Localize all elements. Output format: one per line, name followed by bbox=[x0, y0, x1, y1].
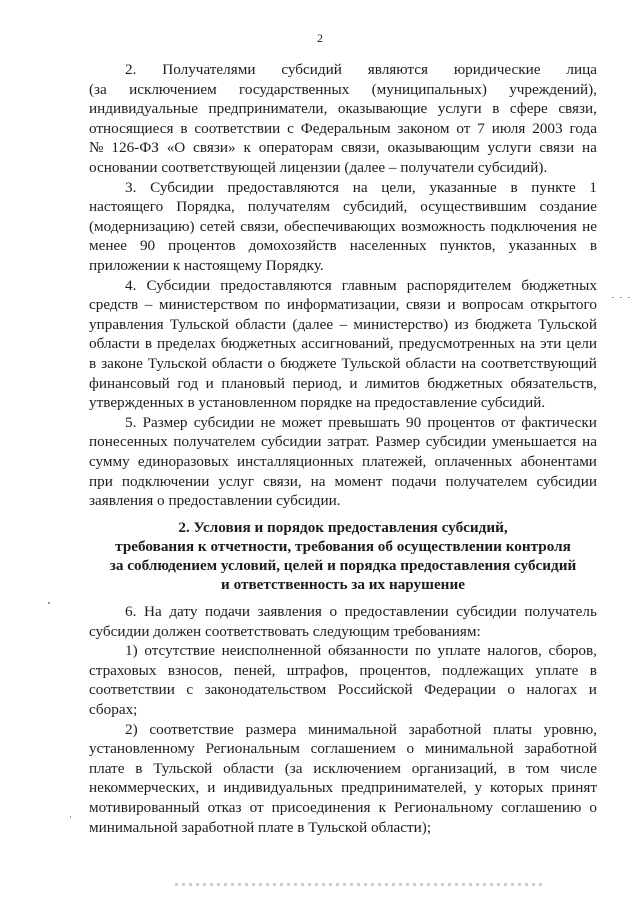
text-line: 6. На дату подачи заявления о предоставлении субсидии получатель bbox=[125, 603, 597, 620]
text-line: средств – министерством по информатизации, связи и вопросам открытого bbox=[89, 296, 597, 314]
text-line: субсидии должен соответствовать следующим требованиям: bbox=[89, 622, 481, 640]
text-line: 5. Размер субсидии не может превышать 90 процентов от фактически bbox=[125, 413, 597, 431]
heading-line: 2. Условия и порядок предоставления субсидий, bbox=[178, 519, 508, 536]
text-line: управления Тульской области (далее – министерство) из бюджета Тульской bbox=[89, 315, 597, 333]
text-line: 1) отсутствие неисполненной обязанности по уплате налогов, сборов, bbox=[125, 642, 597, 660]
heading-line: требования к отчетности, требования об осуществлении контроля bbox=[115, 538, 571, 555]
text-line: индивидуальные предприниматели, оказывающие услуги в сфере связи, bbox=[89, 100, 597, 118]
scan-speck bbox=[612, 297, 614, 298]
text-line: соответствии с законодательством Российской Федерации о налогах и bbox=[89, 681, 597, 699]
text-line: понесенных получателем субсидии затрат. Размер субсидии уменьшается на bbox=[89, 433, 597, 451]
scan-speck bbox=[70, 816, 71, 818]
text-line: основании соответствующей лицензии (далее – получатели субсидий). bbox=[89, 159, 548, 176]
text-line: 3. Субсидии предоставляются на цели, указанные в пункте 1 bbox=[125, 178, 597, 196]
text-line: области в пределах бюджетных ассигнований, предусмотренных на эти цели bbox=[89, 335, 597, 353]
heading-line: и ответственность за их нарушение bbox=[221, 576, 465, 593]
text-line: 2) соответствие размера минимальной заработной платы уровню, bbox=[125, 720, 597, 738]
text-line: заявления о предоставлении субсидии. bbox=[89, 492, 341, 510]
text-line: в законе Тульской области о бюджете Тульской области на соответствующий bbox=[89, 355, 597, 372]
text-line: настоящего Порядка, получателям субсидий, осуществившим создание bbox=[89, 198, 597, 216]
page-number: 2 bbox=[317, 31, 323, 45]
text-line: (модернизацию) сетей связи, обеспечивающих возможность подключения не bbox=[89, 217, 597, 235]
text-line: некоммерческих, и индивидуальных предпринимателей, у которых принят bbox=[89, 779, 597, 797]
text-line: утвержденных в установленном порядке на предоставление субсидий. bbox=[89, 394, 546, 412]
text-line: страховых взносов, пеней, штрафов, процентов, подлежащих уплате в bbox=[89, 661, 597, 679]
scan-edge-artifact bbox=[175, 883, 545, 886]
text-line: плате в Тульской области (за исключением организаций, в том числе bbox=[89, 759, 597, 777]
text-line: 4. Субсидии предоставляются главным распорядителем бюджетных bbox=[125, 276, 597, 294]
text-line: приложении к настоящему Порядку. bbox=[89, 257, 324, 274]
scan-speck bbox=[628, 297, 630, 298]
text-line: минимальной заработной плате в Тульской области); bbox=[89, 818, 432, 836]
text-line: № 126-ФЗ «О связи» к операторам связи, оказывающим услуги связи на bbox=[89, 139, 597, 157]
text-line: относящиеся в соответствии с Федеральным законом от 7 июля 2003 года bbox=[89, 119, 597, 137]
text-line: мотивированный отказ от присоединения к Региональному соглашению о bbox=[89, 799, 597, 816]
text-line: сборах; bbox=[89, 701, 138, 718]
heading-line: за соблюдением условий, целей и порядка предоставления субсидий bbox=[109, 557, 577, 574]
text-line: менее 90 процентов домохозяйств населенных пунктов, указанных в bbox=[89, 237, 597, 255]
scan-speck bbox=[48, 602, 50, 604]
text-line: (за исключением государственных (муниципальных) учреждений), bbox=[89, 80, 597, 98]
text-line: сумму единоразовых инсталляционных платежей, оплаченных абонентами bbox=[89, 453, 597, 470]
text-line: финансовый год и плановый период, и лимитов бюджетных обязательств, bbox=[89, 374, 597, 392]
text-line: 2. Получателями субсидий являются юридические лица bbox=[125, 61, 597, 78]
text-line: установленному Региональным соглашением о минимальной заработной bbox=[89, 740, 597, 758]
scan-speck bbox=[620, 297, 622, 298]
text-line: при подключении услуг связи, на момент подачи получателем субсидии bbox=[89, 472, 597, 490]
